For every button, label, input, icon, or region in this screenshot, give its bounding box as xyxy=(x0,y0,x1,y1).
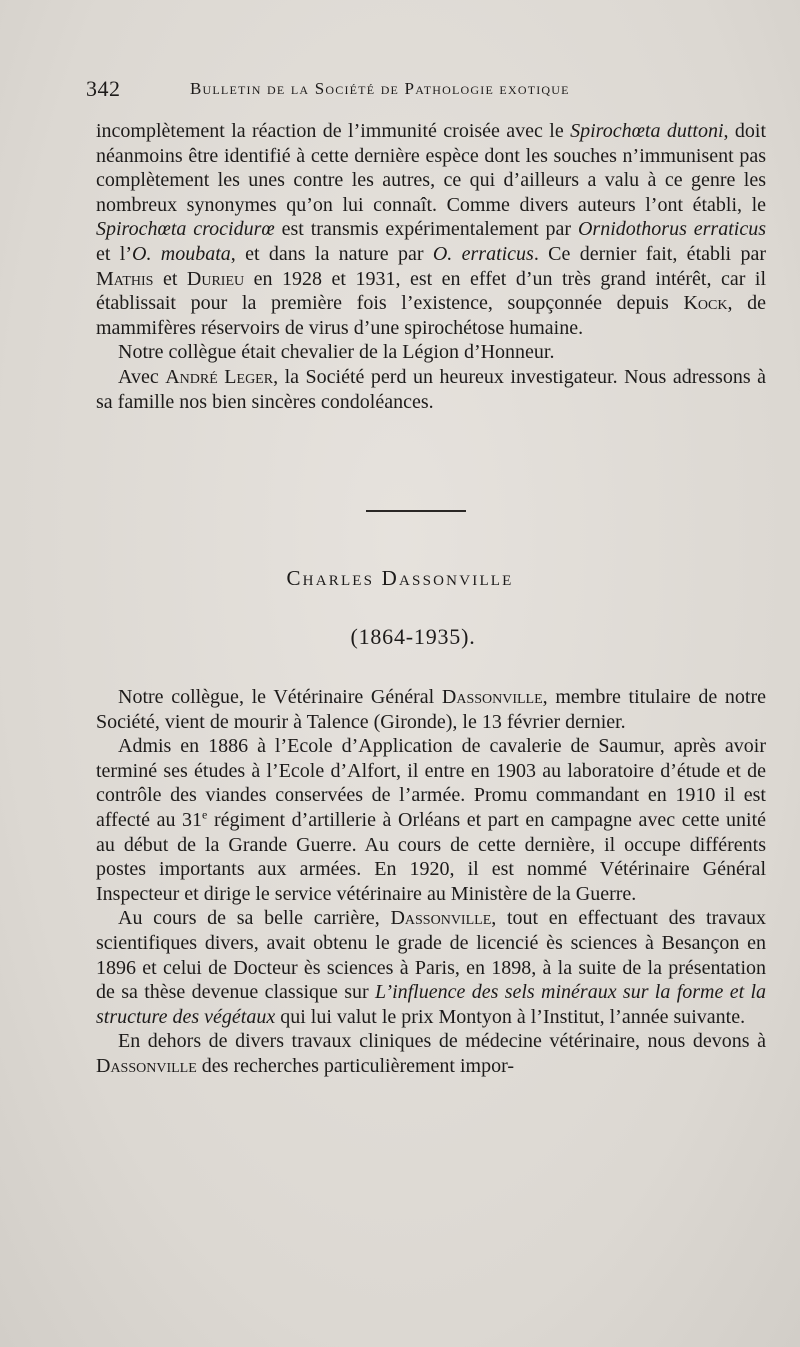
species-name: Spirochœta duttoni xyxy=(570,120,724,142)
text-span: incomplètement la réaction de l’immunité croisée avec le xyxy=(96,120,571,142)
continued-obituary-text xyxy=(96,119,766,414)
author-name: Kock xyxy=(683,292,728,315)
thesis-title: L’influence des sels minéraux sur la forme et la structure des végétaux xyxy=(96,981,767,1028)
paragraph xyxy=(96,365,766,414)
text-span: et xyxy=(153,267,187,290)
text-span: régiment d’artillerie à Orléans et part en campagne avec cette unité au début de la Grande Guerre. Au cours de cette dernière, il occupe différents postes importants aux armées. En 1920, il est nommé Vétérinaire Général Inspecteur et dirige le service vétérinaire au Ministère de la Guerre. xyxy=(96,808,767,905)
author-name: André Leger xyxy=(165,365,274,388)
species-name: Spirochœta crocidurœ xyxy=(96,218,275,241)
text-span: qui lui valut le prix Montyon à l’Institut, l’année suivante. xyxy=(275,1005,746,1028)
text-span: , de mammifères réservoirs de virus d’une spirochétose humaine. xyxy=(96,292,766,339)
page-number: 342 xyxy=(86,76,121,101)
text-span: Au cours de sa belle carrière, xyxy=(118,907,391,930)
text-span: et l’ xyxy=(96,242,132,265)
paragraph xyxy=(96,119,766,340)
superscript: e xyxy=(202,807,208,822)
paragraph xyxy=(96,1029,766,1078)
author-name: Dassonville xyxy=(390,907,492,930)
species-name: O. erraticus xyxy=(432,242,534,265)
paragraph: Notre collègue était chevalier de la Légion d’Honneur. xyxy=(118,341,555,364)
author-name: Dassonville xyxy=(96,1054,197,1077)
species-name: Ornidothorus erraticus xyxy=(577,218,766,241)
text-span: , la Société perd un heureux investigateur. Nous adressons à sa famille nos bien sincères condoléances. xyxy=(96,365,766,413)
text-span: , tout en effectuant des travaux scientifiques divers, avait obtenu le grade de licencié ès sciences à Besançon en 1896 et celui de Docteur ès sciences à Paris, en 1898, à la suite de la présentation de sa thèse devenue classique sur xyxy=(96,907,766,1004)
obituary-text xyxy=(96,685,766,1079)
journal-title: Bulletin de la Société de Pathologie exotique xyxy=(190,79,570,98)
text-span: des recherches particulièrement impor- xyxy=(196,1054,515,1077)
paragraph xyxy=(96,906,766,1029)
author-name: Mathis xyxy=(96,267,154,290)
author-name: Dassonville xyxy=(441,686,543,708)
text-span: Notre collègue, le Vétérinaire Général xyxy=(118,686,442,708)
paragraph xyxy=(96,685,766,734)
text-span: En dehors de divers travaux cliniques de médecine vétérinaire, nous devons à xyxy=(118,1030,766,1053)
paragraph xyxy=(96,734,766,906)
species-name: O. moubata xyxy=(132,242,231,265)
text-span: est transmis expérimentalement par xyxy=(274,218,578,241)
text-span: , et dans la nature par xyxy=(230,242,433,265)
text-span: Avec xyxy=(118,365,166,388)
text-span: Admis en 1886 à l’Ecole d’Application de cavalerie de Saumur, après avoir terminé ses études à l’Ecole d’Alfort, il entre en 1903 au laboratoire d’étude et de contrôle des viandes conservées de l’armée. Promu commandant en 1910 il est affecté au 31 xyxy=(96,735,766,831)
running-head xyxy=(86,76,766,106)
text-span: , membre titulaire de notre Société, vient de mourir à Talence (Gironde), le 13 février dernier. xyxy=(96,686,766,733)
text-span: en 1928 et 1931, est en effet d’un très grand intérêt, car il établissait pour la première fois l’existence, soupçonnée depuis xyxy=(96,267,767,315)
obituary-title: Charles Dassonville xyxy=(286,566,514,590)
section-separator xyxy=(366,510,466,512)
text-span: , doit néanmoins être identifié à cette dernière espèce dont les souches n’immunisent pas complètement les unes contre les autres, ce qui d’ailleurs a valu à ce genre les nombreux synonymes qu’on lui connaît. Comme divers auteurs l’ont établi, le xyxy=(96,120,766,216)
author-name: Durieu xyxy=(186,267,245,290)
text-span: . Ce dernier fait, établi par xyxy=(533,242,766,265)
obituary-dates: (1864-1935). xyxy=(350,624,476,649)
